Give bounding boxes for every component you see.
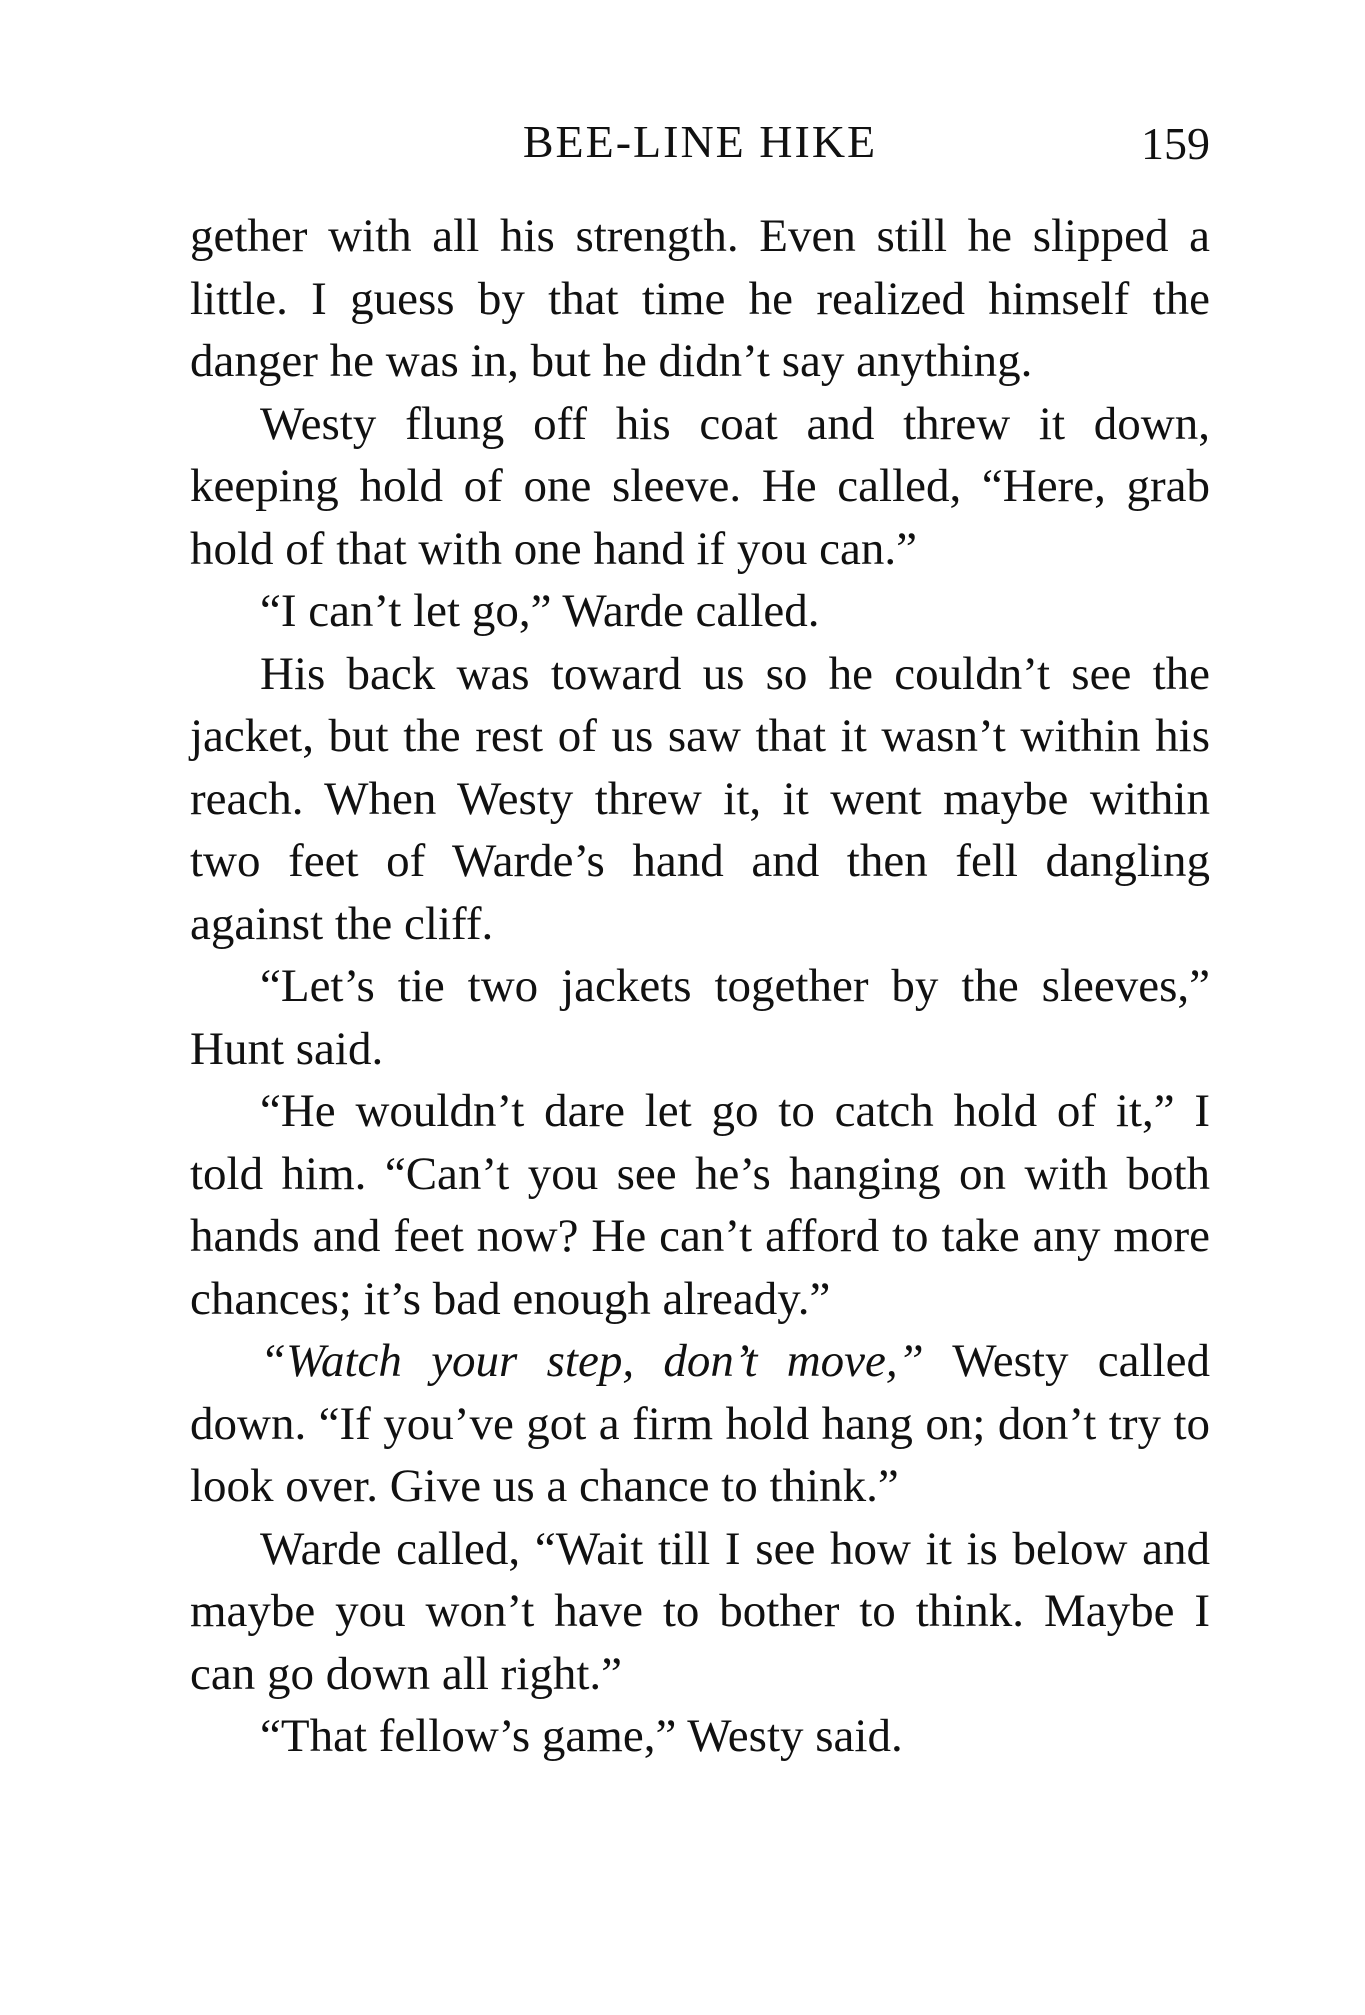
paragraph-9: “That fellow’s game,” Westy said. xyxy=(260,1710,903,1762)
body-text xyxy=(190,205,1210,1768)
page-number: 159 xyxy=(1141,118,1210,169)
paragraph-6: “He wouldn’t dare let go to catch hold of it,” I told him. “Can’t you see he’s hanging on with both hands and feet now? He can’t afford to take any more chances; it’s bad enough already.” xyxy=(190,1085,1210,1325)
italic-quote: “Watch your step, don’t move,” xyxy=(260,1335,924,1387)
paragraph-1: gether with all his strength. Even still he slipped a little. I guess by that time he realized himself the danger he was in, but he didn’t say anything. xyxy=(190,210,1210,387)
running-title: BEE-LINE HIKE xyxy=(522,116,878,167)
paragraph-2: Westy flung off his coat and threw it down, keeping hold of one sleeve. He called, “Here, grab hold of that with one hand if you can.” xyxy=(190,397,1210,575)
paragraph-3: “I can’t let go,” Warde called. xyxy=(260,585,820,637)
paragraph-8: Warde called, “Wait till I see how it is below and maybe you won’t have to bother to think. Maybe I can go down all right.” xyxy=(190,1522,1210,1700)
paragraph-4: His back was toward us so he couldn’t see the jacket, but the rest of us saw that it wasn’t within his reach. When Westy threw it, it went maybe within two feet of Warde’s hand and then fell dangling against the cliff. xyxy=(190,647,1210,950)
paragraph-7-text: Westy called down. “If you’ve got a firm hold hang on; don’t try to look over. Give us a chance to think.” xyxy=(190,1335,1210,1512)
paragraph-5: “Let’s tie two jackets together by the sleeves,” Hunt said. xyxy=(190,960,1210,1075)
running-header xyxy=(190,112,1210,172)
paragraph-7 xyxy=(190,1330,1210,1518)
